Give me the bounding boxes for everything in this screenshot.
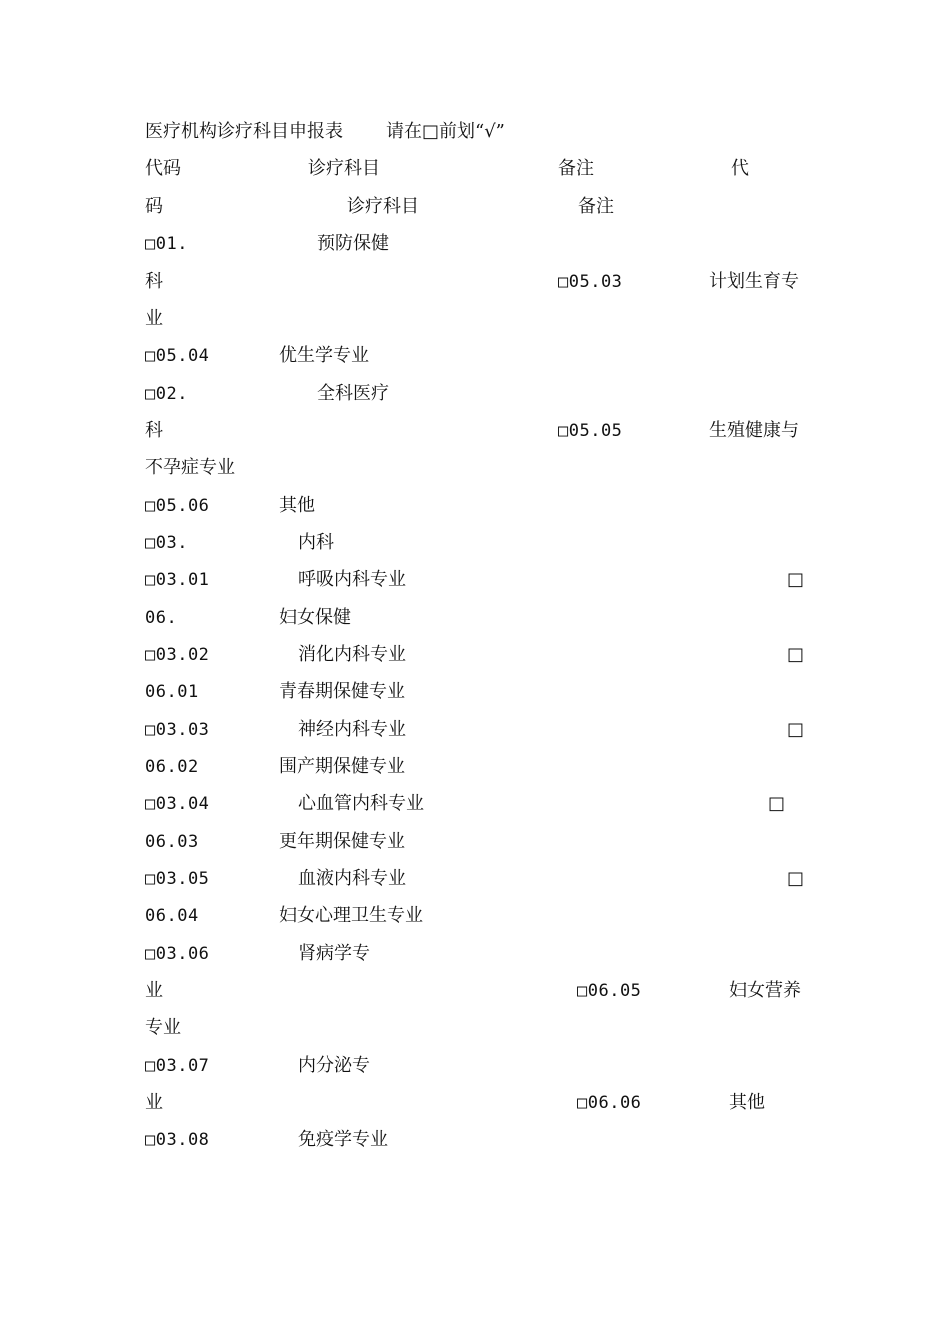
line-code: 06.03 xyxy=(145,832,199,852)
line-subject: 内分泌专 xyxy=(298,1055,370,1076)
line-code[interactable]: □05.04 xyxy=(145,346,210,366)
header-subject-right: 诊疗科目 xyxy=(347,196,419,217)
line-code: 业 xyxy=(145,1092,163,1113)
line-subject-right: 妇女营养 xyxy=(729,980,801,1001)
line-subject: 妇女保健 xyxy=(279,607,351,628)
line-subject: 免疫学专业 xyxy=(298,1129,388,1150)
line-code[interactable]: □01. xyxy=(145,234,188,254)
line-code: 06.04 xyxy=(145,906,199,926)
header-code: 代码 xyxy=(145,158,181,179)
checkmark-instruction: 请在□前划“√” xyxy=(386,121,505,142)
checkbox[interactable]: □ xyxy=(768,793,786,814)
line-subject-right: 生殖健康与 xyxy=(709,420,799,441)
line-code[interactable]: □03.02 xyxy=(145,645,210,665)
line-code[interactable]: □05.06 xyxy=(145,496,210,516)
line-subject: 妇女心理卫生专业 xyxy=(279,905,423,926)
line-subject: 神经内科专业 xyxy=(298,719,406,740)
line-subject: 全科医疗 xyxy=(317,383,389,404)
line-subject: 肾病学专 xyxy=(298,943,370,964)
line-code: 业 xyxy=(145,980,163,1001)
line-code: 科 xyxy=(145,420,163,441)
line-code[interactable]: □03.03 xyxy=(145,720,210,740)
line-subject: 更年期保健专业 xyxy=(279,831,405,852)
line-subject-right: 其他 xyxy=(729,1092,765,1113)
line-code[interactable]: □03.08 xyxy=(145,1130,210,1150)
line-code[interactable]: □03.07 xyxy=(145,1056,210,1076)
line-subject: 围产期保健专业 xyxy=(279,756,405,777)
line-code-right[interactable]: □05.03 xyxy=(558,272,623,292)
line-code-right[interactable]: □05.05 xyxy=(558,421,623,441)
header-subject: 诊疗科目 xyxy=(308,158,380,179)
line-code[interactable]: □03.01 xyxy=(145,570,210,590)
line-code-right[interactable]: □06.05 xyxy=(577,981,642,1001)
line-code: 06.01 xyxy=(145,682,199,702)
line-subject: 消化内科专业 xyxy=(298,644,406,665)
checkbox[interactable]: □ xyxy=(787,644,805,665)
line-code[interactable]: □03.05 xyxy=(145,869,210,889)
line-code: 不孕症专业 xyxy=(145,457,235,478)
line-code[interactable]: □03.04 xyxy=(145,794,210,814)
line-subject: 血液内科专业 xyxy=(298,868,406,889)
line-subject: 预防保健 xyxy=(317,233,389,254)
line-subject: 内科 xyxy=(298,532,334,553)
line-code: 06.02 xyxy=(145,757,199,777)
line-subject: 青春期保健专业 xyxy=(279,681,405,702)
line-subject: 心血管内科专业 xyxy=(298,793,424,814)
header-note-right: 备注 xyxy=(578,196,614,217)
line-code: 业 xyxy=(145,308,163,329)
line-code[interactable]: □03.06 xyxy=(145,944,210,964)
line-subject-right: 计划生育专 xyxy=(709,271,799,292)
header-note: 备注 xyxy=(558,158,594,179)
header-code-right-part2: 码 xyxy=(145,196,163,217)
line-subject: 呼吸内科专业 xyxy=(298,569,406,590)
form-title: 医疗机构诊疗科目申报表 xyxy=(145,121,343,142)
line-code-right[interactable]: □06.06 xyxy=(577,1093,642,1113)
line-code: 06. xyxy=(145,608,178,628)
checkbox[interactable]: □ xyxy=(787,868,805,889)
checkbox[interactable]: □ xyxy=(787,569,805,590)
line-subject: 优生学专业 xyxy=(279,345,369,366)
header-code-right-part1: 代 xyxy=(731,158,749,179)
line-subject: 其他 xyxy=(279,495,315,516)
line-code: 专业 xyxy=(145,1017,181,1038)
checkbox[interactable]: □ xyxy=(787,719,805,740)
line-code[interactable]: □02. xyxy=(145,384,188,404)
line-code[interactable]: □03. xyxy=(145,533,188,553)
line-code: 科 xyxy=(145,271,163,292)
